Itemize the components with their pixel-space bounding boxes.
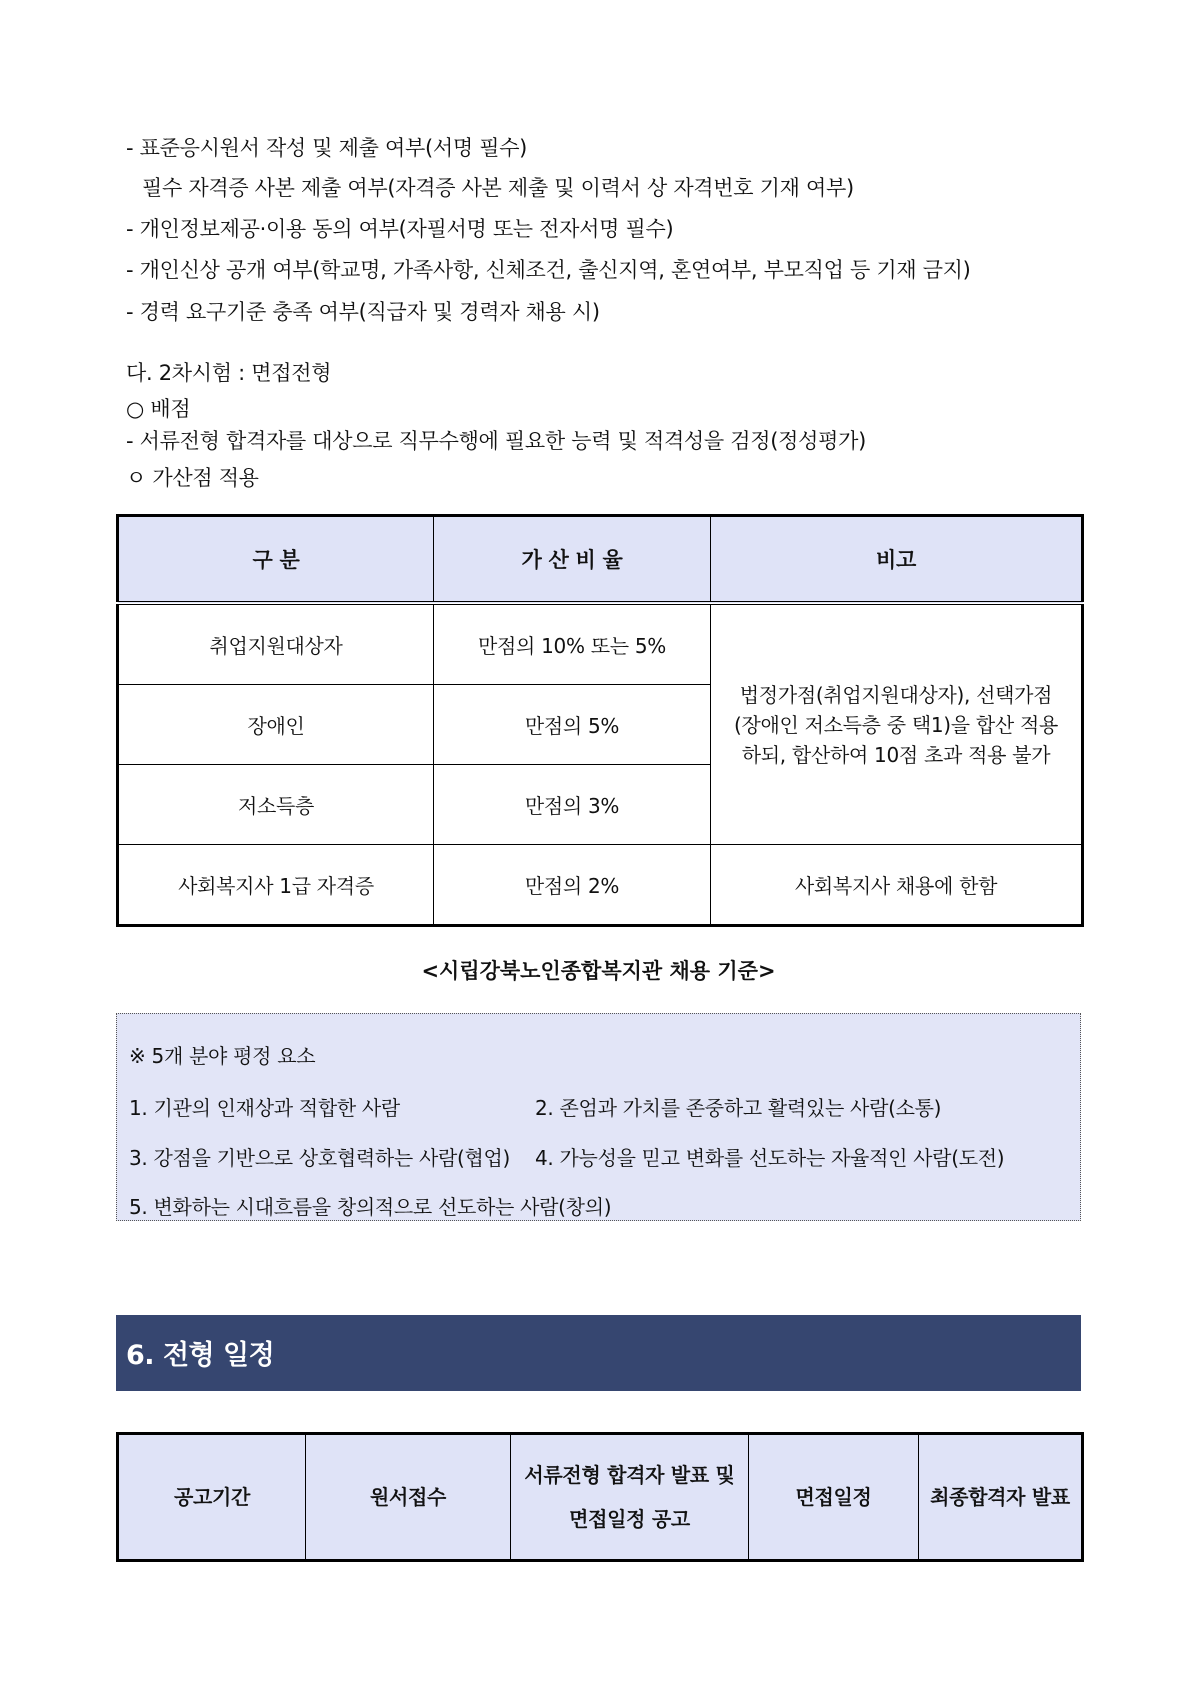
- header-interview-date: 면접일정: [749, 1434, 919, 1561]
- header-announcement-period: 공고기간: [118, 1434, 306, 1561]
- header-application: 원서접수: [306, 1434, 511, 1561]
- header-document-result-line2: 면접일정 공고: [569, 1507, 690, 1531]
- header-document-result-line1: 서류전형 합격자 발표 및: [524, 1463, 735, 1487]
- cell-rate: 만점의 2%: [434, 845, 711, 926]
- text-line: - 경력 요구기준 충족 여부(직급자 및 경력자 채용 시): [126, 300, 600, 324]
- table-row: [118, 845, 1083, 926]
- cell-rate: 만점의 5%: [434, 685, 711, 765]
- text-line: - 개인신상 공개 여부(학교명, 가족사항, 신체조건, 출신지역, 혼연여부, 부모직업 등 기재 금지): [126, 258, 971, 282]
- table-row: [118, 603, 1083, 685]
- section-subtitle: 다. 2차시험 : 면접전형: [126, 361, 332, 385]
- text-line: - 개인정보제공·이용 동의 여부(자필서명 또는 전자서명 필수): [126, 217, 674, 241]
- header-final-result: 최종합격자 발표: [919, 1434, 1083, 1561]
- text-line: ㅇ 가산점 적용: [126, 466, 259, 490]
- text-line: ○ 배점: [126, 397, 191, 421]
- table-caption: <시립강북노인종합복지관 채용 기준>: [421, 959, 776, 983]
- cell-rate: 만점의 3%: [434, 765, 711, 845]
- cell-merged-note: 법정가점(취업지원대상자), 선택가점 (장애인 저소득층 중 택1)을 합산 적용하되, 합산하여 10점 초과 적용 불가: [711, 603, 1083, 845]
- cell-category: 저소득층: [118, 765, 434, 845]
- text-line: 필수 자격증 사본 제출 여부(자격증 사본 제출 및 이력서 상 자격번호 기재 여부): [142, 176, 854, 200]
- evaluation-item: 4. 가능성을 믿고 변화를 선도하는 자율적인 사람(도전): [535, 1146, 1005, 1170]
- header-rate: 가 산 비 율: [434, 516, 711, 604]
- evaluation-box: [116, 1013, 1081, 1221]
- evaluation-item: 1. 기관의 인재상과 적합한 사람: [129, 1096, 400, 1120]
- cell-category: 장애인: [118, 685, 434, 765]
- evaluation-item: 2. 존엄과 가치를 존중하고 활력있는 사람(소통): [535, 1096, 942, 1120]
- text-line: - 표준응시원서 작성 및 제출 여부(서명 필수): [126, 136, 528, 160]
- cell-rate: 만점의 10% 또는 5%: [434, 603, 711, 685]
- header-category: 구 분: [118, 516, 434, 604]
- section-header-bar: [116, 1315, 1081, 1391]
- schedule-table: [116, 1432, 1084, 1562]
- evaluation-item: 5. 변화하는 시대흐름을 창의적으로 선도하는 사람(창의): [129, 1195, 612, 1219]
- table-header-row: [118, 516, 1083, 604]
- cell-category: 사회복지사 1급 자격증: [118, 845, 434, 926]
- evaluation-item: 3. 강점을 기반으로 상호협력하는 사람(협업): [129, 1146, 511, 1170]
- text-line: - 서류전형 합격자를 대상으로 직무수행에 필요한 능력 및 적격성을 검정(정성평가): [126, 429, 866, 453]
- evaluation-title: ※ 5개 분야 평정 요소: [129, 1044, 316, 1068]
- section-title: 6. 전형 일정: [126, 1340, 275, 1371]
- header-document-result: [511, 1434, 749, 1561]
- bonus-table: [116, 514, 1084, 927]
- cell-note: 사회복지사 채용에 한함: [711, 845, 1083, 926]
- header-note: 비고: [711, 516, 1083, 604]
- table-header-row: [118, 1434, 1083, 1561]
- cell-category: 취업지원대상자: [118, 603, 434, 685]
